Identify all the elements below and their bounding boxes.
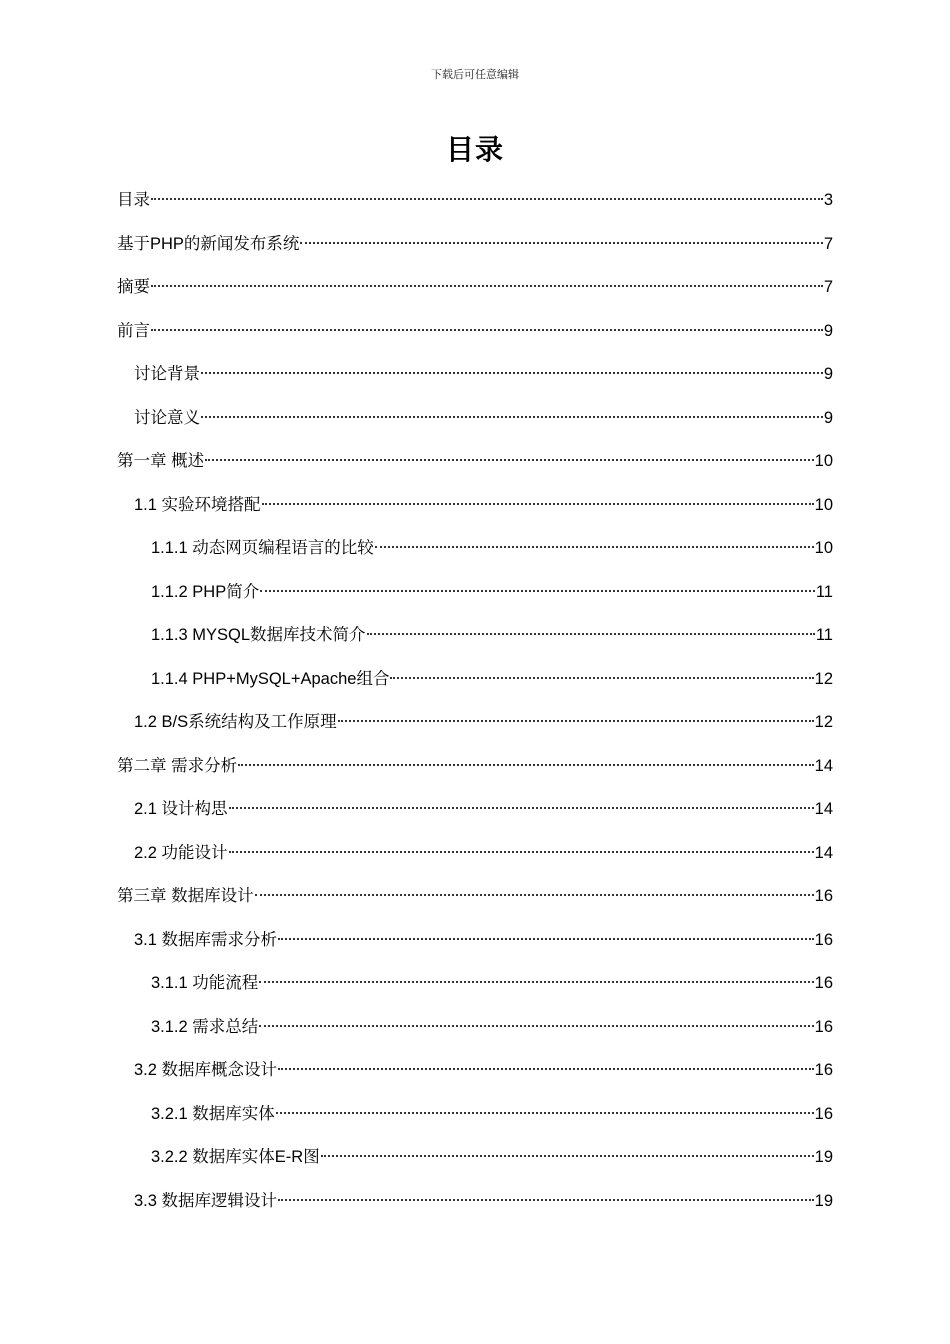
dot-leader [338, 720, 814, 722]
toc-entry-text: 1.1.2 PHP简介 [151, 582, 260, 601]
dot-leader [300, 242, 822, 244]
toc-entry-text: 基于PHP的新闻发布系统 [117, 234, 300, 253]
toc-entry[interactable] [117, 1007, 833, 1051]
toc-entry-text: 前言 [117, 321, 150, 340]
toc-entry-text: 3.2 数据库概念设计 [134, 1061, 278, 1079]
dot-leader [255, 894, 814, 896]
toc-entry-page-number: 19 [814, 1191, 833, 1210]
dot-leader [390, 677, 813, 679]
toc-entry-page-number: 7 [823, 278, 833, 296]
toc-entry[interactable] [117, 746, 833, 790]
toc-entry-page-number: 14 [814, 800, 833, 818]
dot-leader [229, 807, 814, 809]
toc-entry-text: 目录 [117, 191, 150, 209]
dot-leader [278, 938, 814, 940]
toc-entry-text: 3.1.1 功能流程 [151, 974, 259, 992]
toc-entry-text: 1.1.1 动态网页编程语言的比较 [151, 539, 374, 557]
toc-entry-text: 3.2.1 数据库实体 [151, 1104, 275, 1123]
dot-leader [259, 1025, 813, 1027]
dot-leader [151, 285, 823, 287]
dot-leader [260, 590, 815, 592]
toc-entry[interactable] [117, 963, 833, 1007]
toc-entry-text: 第二章 需求分析 [117, 756, 238, 775]
toc-entry[interactable] [117, 572, 833, 616]
toc-entry-page-number: 3 [823, 191, 833, 209]
toc-entry[interactable] [117, 485, 833, 529]
toc-entry-text: 3.3 数据库逻辑设计 [134, 1191, 278, 1210]
toc-entry-text: 3.1 数据库需求分析 [134, 930, 278, 949]
toc-entry[interactable] [117, 876, 833, 920]
dot-leader [151, 329, 823, 331]
toc-entry-text: 1.1 实验环境搭配 [134, 495, 261, 514]
page-title: 目录 [445, 133, 504, 166]
header-note: 下载后可任意编辑 [431, 68, 519, 81]
toc-entry-page-number: 10 [814, 539, 833, 557]
toc-entry-page-number: 11 [815, 626, 833, 644]
toc-entry[interactable] [117, 180, 833, 224]
dot-leader [229, 851, 814, 853]
toc-entry-text: 2.1 设计构思 [134, 800, 228, 818]
dot-leader [262, 503, 814, 505]
toc-entry-page-number: 11 [815, 582, 833, 601]
toc-entry[interactable] [117, 311, 833, 355]
toc-entry-page-number: 16 [814, 930, 833, 949]
toc-entry[interactable] [117, 354, 833, 398]
toc-entry-text: 讨论背景 [134, 365, 200, 383]
toc-entry-text: 第三章 数据库设计 [117, 887, 254, 905]
toc-entry[interactable] [117, 1094, 833, 1138]
dot-leader [151, 198, 823, 200]
toc-entry-page-number: 10 [814, 495, 833, 514]
toc-entry-page-number: 7 [823, 234, 833, 253]
toc-entry[interactable] [117, 1181, 833, 1225]
toc-entry[interactable] [117, 615, 833, 659]
toc-entry-page-number: 12 [814, 669, 833, 688]
toc-entry-page-number: 12 [814, 713, 833, 731]
toc-entry-page-number: 10 [814, 452, 833, 470]
toc-entry-page-number: 16 [814, 887, 833, 905]
toc-entry-text: 摘要 [117, 278, 150, 296]
toc-entry-page-number: 19 [814, 1148, 833, 1166]
toc-entry-page-number: 9 [823, 365, 833, 383]
toc-entry[interactable] [117, 659, 833, 703]
toc-entry[interactable] [117, 1050, 833, 1094]
toc-entry[interactable] [117, 398, 833, 442]
toc-entry[interactable] [117, 789, 833, 833]
toc-entry-text: 2.2 功能设计 [134, 843, 228, 862]
toc-entry-page-number: 14 [814, 756, 833, 775]
toc-entry-text: 3.2.2 数据库实体E-R图 [151, 1148, 320, 1166]
toc-entry[interactable] [117, 528, 833, 572]
dot-leader [201, 372, 823, 374]
dot-leader [205, 459, 814, 461]
toc-entry[interactable] [117, 920, 833, 964]
dot-leader [259, 981, 813, 983]
toc-entry-text: 1.1.4 PHP+MySQL+Apache组合 [151, 669, 390, 688]
toc-entry[interactable] [117, 267, 833, 311]
toc-entry-page-number: 16 [814, 1061, 833, 1079]
toc-entry-text: 3.1.2 需求总结 [151, 1017, 259, 1036]
toc-entry-text: 第一章 概述 [117, 452, 205, 470]
toc-entry-page-number: 16 [814, 974, 833, 992]
toc-entry-page-number: 16 [814, 1017, 833, 1036]
table-of-contents [117, 180, 833, 1224]
dot-leader [201, 416, 823, 418]
toc-entry[interactable] [117, 1137, 833, 1181]
dot-leader [321, 1155, 814, 1157]
toc-entry-page-number: 9 [823, 408, 833, 427]
toc-entry-page-number: 9 [823, 321, 833, 340]
dot-leader [278, 1068, 814, 1070]
toc-entry[interactable] [117, 441, 833, 485]
toc-entry[interactable] [117, 702, 833, 746]
dot-leader [238, 764, 814, 766]
toc-entry-text: 讨论意义 [134, 408, 200, 427]
dot-leader [276, 1112, 814, 1114]
toc-entry[interactable] [117, 224, 833, 268]
toc-entry-page-number: 14 [814, 843, 833, 862]
dot-leader [375, 546, 814, 548]
dot-leader [278, 1199, 814, 1201]
toc-entry-text: 1.1.3 MYSQL数据库技术简介 [151, 626, 366, 644]
toc-entry[interactable] [117, 833, 833, 877]
toc-entry-page-number: 16 [814, 1104, 833, 1123]
toc-entry-text: 1.2 B/S系统结构及工作原理 [134, 713, 337, 731]
dot-leader [367, 633, 815, 635]
